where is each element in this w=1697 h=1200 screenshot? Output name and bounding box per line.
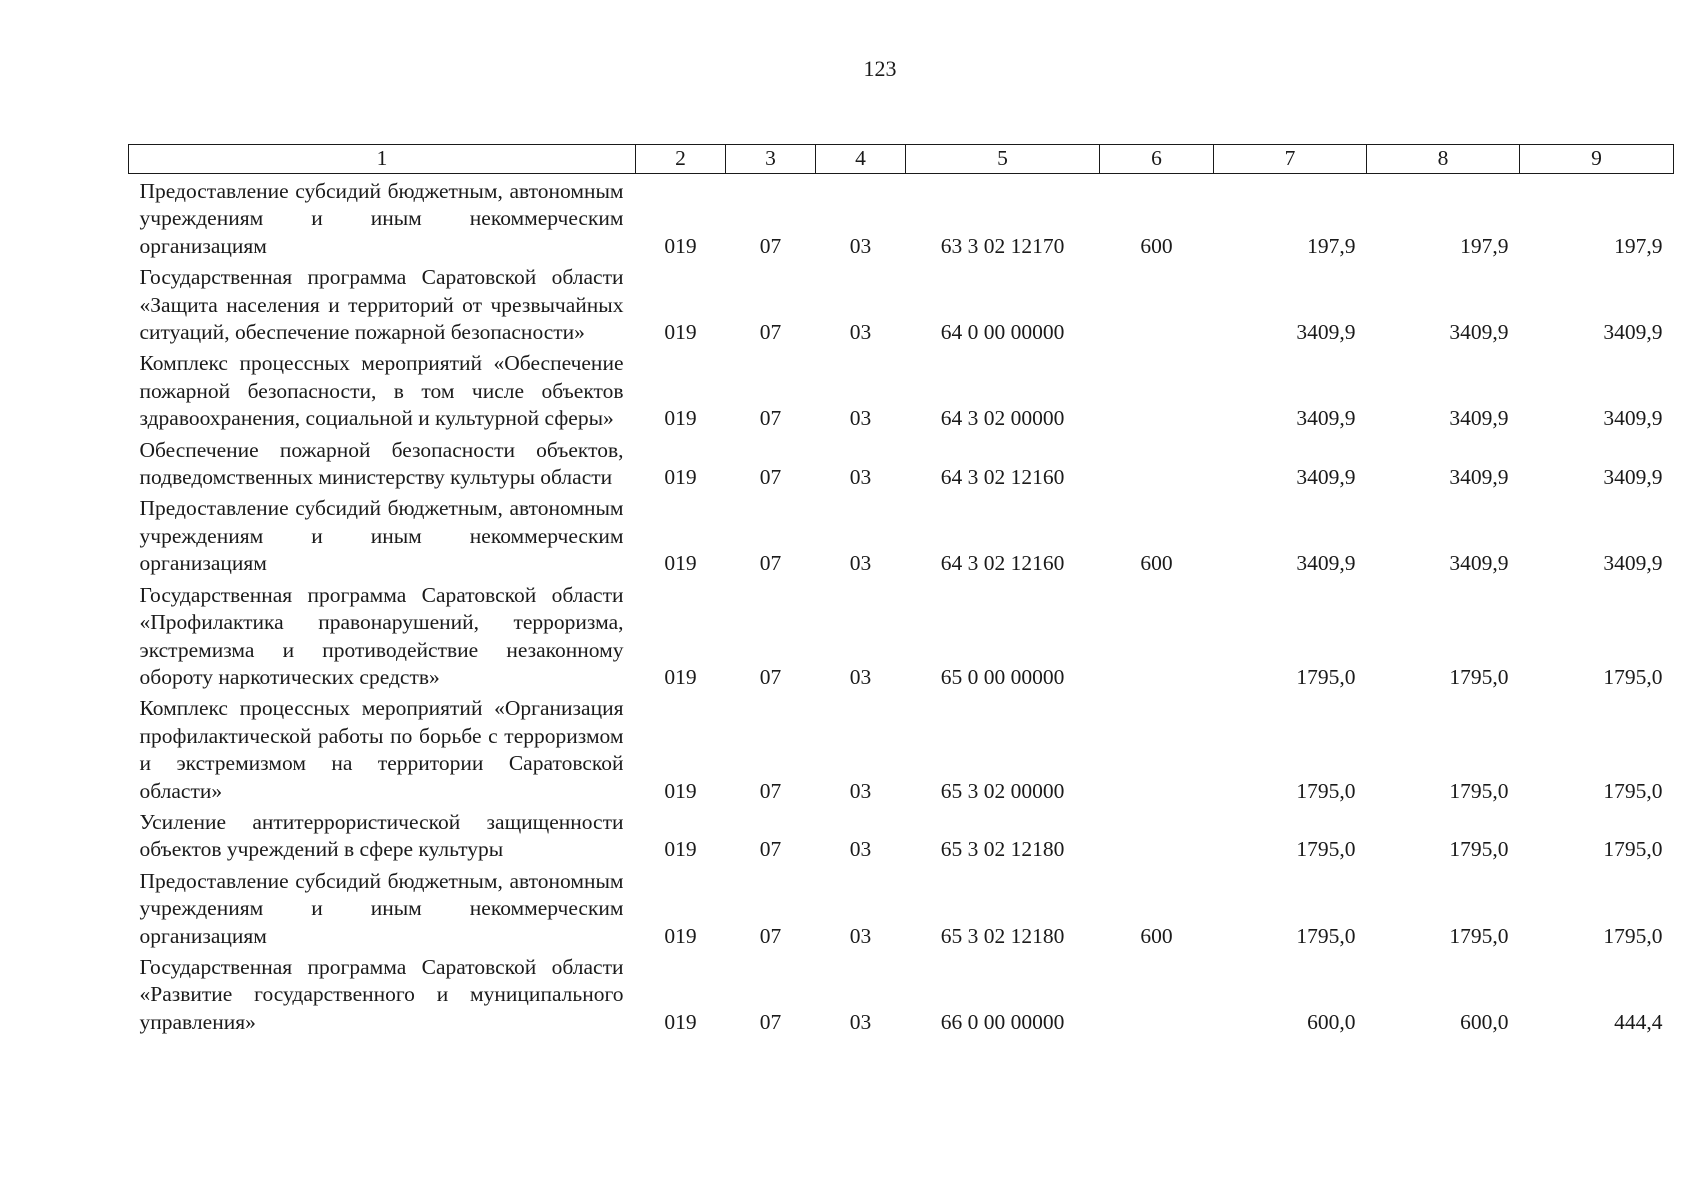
subsection-code: 03 bbox=[849, 406, 872, 431]
subsection-code: 03 bbox=[849, 551, 872, 576]
column-header: 4 bbox=[816, 145, 906, 174]
section-code: 07 bbox=[759, 923, 782, 948]
table-row bbox=[129, 805, 1674, 864]
amount-col7: 1795,0 bbox=[1296, 837, 1356, 862]
ministry-code: 019 bbox=[664, 1009, 697, 1034]
amount-col9: 1795,0 bbox=[1603, 778, 1663, 803]
target-article-code: 66 0 00 00000 bbox=[940, 1009, 1065, 1034]
column-header: 8 bbox=[1367, 145, 1520, 174]
row-name: Государственная программа Саратовской области «Защита населения и территорий от чрезвычайных ситуаций, обеспечение пожарной безопасности» bbox=[139, 265, 624, 345]
row-name: Комплекс процессных мероприятий «Обеспечение пожарной безопасности, в том числе объектов здравоохранения, социальной и культурной сферы» bbox=[139, 351, 624, 431]
table-row bbox=[129, 174, 1674, 261]
table-row bbox=[129, 691, 1674, 805]
target-article-code: 64 3 02 12160 bbox=[940, 465, 1065, 490]
target-article-code: 64 3 02 00000 bbox=[940, 406, 1065, 431]
row-name: Обеспечение пожарной безопасности объектов, подведомственных министерству культуры области bbox=[139, 437, 624, 490]
section-code: 07 bbox=[759, 551, 782, 576]
target-article-code: 65 3 02 12180 bbox=[940, 837, 1065, 862]
section-code: 07 bbox=[759, 778, 782, 803]
table-row bbox=[129, 578, 1674, 692]
section-code: 07 bbox=[759, 320, 782, 345]
ministry-code: 019 bbox=[664, 320, 697, 345]
column-header: 3 bbox=[726, 145, 816, 174]
amount-col8: 3409,9 bbox=[1449, 465, 1509, 490]
amount-col8: 197,9 bbox=[1460, 233, 1509, 258]
section-code: 07 bbox=[759, 837, 782, 862]
amount-col7: 3409,9 bbox=[1296, 551, 1356, 576]
page-number: 123 bbox=[863, 56, 897, 81]
amount-col7: 600,0 bbox=[1307, 1009, 1356, 1034]
ministry-code: 019 bbox=[664, 406, 697, 431]
amount-col9: 3409,9 bbox=[1603, 406, 1663, 431]
amount-col8: 3409,9 bbox=[1449, 320, 1509, 345]
target-article-code: 65 0 00 00000 bbox=[940, 664, 1065, 689]
column-header: 7 bbox=[1214, 145, 1367, 174]
ministry-code: 019 bbox=[664, 465, 697, 490]
amount-col8: 1795,0 bbox=[1449, 923, 1509, 948]
column-header: 2 bbox=[636, 145, 726, 174]
table-row bbox=[129, 433, 1674, 492]
amount-col7: 3409,9 bbox=[1296, 320, 1356, 345]
target-article-code: 64 0 00 00000 bbox=[940, 320, 1065, 345]
expense-type-code bbox=[1100, 433, 1214, 492]
subsection-code: 03 bbox=[849, 320, 872, 345]
subsection-code: 03 bbox=[849, 923, 872, 948]
amount-col7: 1795,0 bbox=[1296, 664, 1356, 689]
ministry-code: 019 bbox=[664, 778, 697, 803]
table-row bbox=[129, 950, 1674, 1036]
target-article-code: 64 3 02 12160 bbox=[940, 551, 1065, 576]
amount-col9: 1795,0 bbox=[1603, 923, 1663, 948]
section-code: 07 bbox=[759, 664, 782, 689]
ministry-code: 019 bbox=[664, 923, 697, 948]
section-code: 07 bbox=[759, 406, 782, 431]
expense-type-code bbox=[1100, 346, 1214, 432]
column-header: 6 bbox=[1100, 145, 1214, 174]
section-code: 07 bbox=[759, 1009, 782, 1034]
row-name: Предоставление субсидий бюджетным, автономным учреждениям и иным некоммерческим организациям bbox=[139, 179, 624, 258]
amount-col7: 3409,9 bbox=[1296, 406, 1356, 431]
amount-col7: 1795,0 bbox=[1296, 923, 1356, 948]
header-row bbox=[129, 145, 1674, 174]
row-name: Усиление антитеррористической защищенности объектов учреждений в сфере культуры bbox=[139, 809, 624, 862]
amount-col7: 1795,0 bbox=[1296, 778, 1356, 803]
amount-col9: 3409,9 bbox=[1603, 551, 1663, 576]
row-name: Государственная программа Саратовской области «Развитие государственного и муниципального управления» bbox=[139, 954, 624, 1034]
expense-type-code bbox=[1100, 260, 1214, 346]
table-row bbox=[129, 864, 1674, 950]
amount-col8: 1795,0 bbox=[1449, 837, 1509, 862]
column-header: 1 bbox=[129, 145, 636, 174]
ministry-code: 019 bbox=[664, 551, 697, 576]
target-article-code: 65 3 02 00000 bbox=[940, 778, 1065, 803]
column-header: 9 bbox=[1520, 145, 1674, 174]
amount-col8: 3409,9 bbox=[1449, 551, 1509, 576]
amount-col8: 3409,9 bbox=[1449, 406, 1509, 431]
subsection-code: 03 bbox=[849, 778, 872, 803]
section-code: 07 bbox=[759, 465, 782, 490]
row-name: Комплекс процессных мероприятий «Организация профилактической работы по борьбе с терроризмом и экстремизмом на территории Саратовской области» bbox=[139, 696, 624, 803]
ministry-code: 019 bbox=[664, 233, 697, 258]
amount-col9: 444,4 bbox=[1614, 1009, 1663, 1034]
expense-type-code bbox=[1100, 950, 1214, 1036]
expense-type-code bbox=[1100, 578, 1214, 692]
row-name: Предоставление субсидий бюджетным, автономным учреждениям и иным некоммерческим организациям bbox=[139, 868, 624, 948]
amount-col9: 3409,9 bbox=[1603, 320, 1663, 345]
amount-col8: 1795,0 bbox=[1449, 778, 1509, 803]
row-name: Государственная программа Саратовской области «Профилактика правонарушений, терроризма, экстремизма и противодействие незаконному обороту наркотических средств» bbox=[139, 582, 624, 689]
subsection-code: 03 bbox=[849, 837, 872, 862]
amount-col9: 1795,0 bbox=[1603, 664, 1663, 689]
table-body bbox=[129, 174, 1674, 1037]
column-header: 5 bbox=[906, 145, 1100, 174]
target-article-code: 63 3 02 12170 bbox=[940, 233, 1065, 258]
expense-type-code bbox=[1100, 805, 1214, 864]
budget-table bbox=[128, 144, 1674, 1036]
ministry-code: 019 bbox=[664, 664, 697, 689]
subsection-code: 03 bbox=[849, 465, 872, 490]
subsection-code: 03 bbox=[849, 1009, 872, 1034]
table-row bbox=[129, 491, 1674, 577]
target-article-code: 65 3 02 12180 bbox=[940, 923, 1065, 948]
subsection-code: 03 bbox=[849, 664, 872, 689]
amount-col9: 197,9 bbox=[1614, 233, 1663, 258]
table-row bbox=[129, 346, 1674, 432]
subsection-code: 03 bbox=[849, 233, 872, 258]
expense-type-code: 600 bbox=[1140, 923, 1173, 948]
amount-col9: 1795,0 bbox=[1603, 837, 1663, 862]
expense-type-code: 600 bbox=[1140, 551, 1173, 576]
amount-col8: 1795,0 bbox=[1449, 664, 1509, 689]
amount-col8: 600,0 bbox=[1460, 1009, 1509, 1034]
amount-col9: 3409,9 bbox=[1603, 465, 1663, 490]
table-row bbox=[129, 260, 1674, 346]
expense-type-code: 600 bbox=[1140, 233, 1173, 258]
section-code: 07 bbox=[759, 233, 782, 258]
amount-col7: 197,9 bbox=[1307, 233, 1356, 258]
row-name: Предоставление субсидий бюджетным, автономным учреждениям и иным некоммерческим организациям bbox=[139, 496, 624, 576]
amount-col7: 3409,9 bbox=[1296, 465, 1356, 490]
expense-type-code bbox=[1100, 691, 1214, 805]
ministry-code: 019 bbox=[664, 837, 697, 862]
